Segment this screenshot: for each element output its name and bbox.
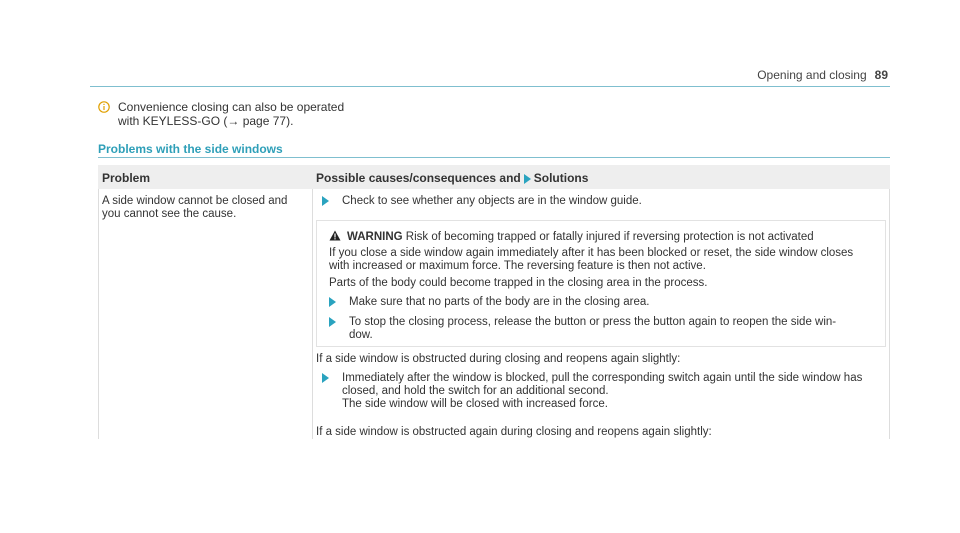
warning-p1-line-1: If you close a side window again immediately after it has been blocked or reset, the side window closes xyxy=(329,247,854,259)
info-note xyxy=(98,100,344,128)
immediate-step xyxy=(322,372,862,411)
warning-label: WARNING xyxy=(347,231,403,243)
problem-cell xyxy=(102,195,302,221)
info-line-2: with KEYLESS-GO (→ page 77). xyxy=(118,114,294,128)
page-header xyxy=(757,68,888,82)
problem-line-1: A side window cannot be closed and xyxy=(102,195,288,207)
table-header xyxy=(98,165,890,189)
header-divider xyxy=(90,86,890,87)
warning-step-2 xyxy=(329,316,836,342)
immediate-line-1: Immediately after the window is blocked, pull the corresponding switch again until the side window has xyxy=(342,372,863,384)
section-divider xyxy=(98,157,890,158)
warning-step-1-text: Make sure that no parts of the body are in the closing area. xyxy=(349,296,650,308)
check-text: Check to see whether any objects are in the window guide. xyxy=(342,195,642,207)
obstructed-text-2: If a side window is obstructed again during closing and reopens again slightly: xyxy=(316,426,712,438)
warning-p2: Parts of the body could become trapped in the closing area in the process. xyxy=(329,277,708,289)
warning-step-1 xyxy=(329,296,649,309)
info-icon xyxy=(98,101,110,113)
problem-line-2: you cannot see the cause. xyxy=(102,208,237,220)
arrow-right-icon xyxy=(524,174,531,184)
section-title: Problems with the side windows xyxy=(98,142,283,156)
warning-text: Risk of becoming trapped or fatally injured if reversing protection is not activated xyxy=(405,231,814,243)
table-border-left xyxy=(98,189,99,439)
header-title: Opening and closing xyxy=(757,68,867,82)
column-header-solutions xyxy=(316,171,588,185)
step-arrow-icon xyxy=(322,373,329,383)
column-header-problem: Problem xyxy=(102,171,151,185)
warning-triangle-icon xyxy=(329,230,341,241)
page-number: 89 xyxy=(874,68,888,82)
column-header-solutions-label: Solutions xyxy=(533,171,589,185)
obstructed-text-1: If a side window is obstructed during closing and reopens again slightly: xyxy=(316,353,681,365)
column-header-causes: Possible causes/consequences and xyxy=(316,171,521,185)
check-step xyxy=(322,195,642,208)
table-border-right xyxy=(889,189,890,439)
warning-step-2-line-2: dow. xyxy=(349,329,373,341)
table-column-divider xyxy=(312,189,313,439)
step-arrow-icon xyxy=(329,317,336,327)
immediate-line-2: closed, and hold the switch for an additional second. xyxy=(342,385,609,397)
step-arrow-icon xyxy=(329,297,336,307)
warning-heading xyxy=(329,230,814,244)
warning-p1-line-2: with increased or maximum force. The reversing feature is then not active. xyxy=(329,260,706,272)
info-line-1: Convenience closing can also be operated xyxy=(118,100,345,114)
step-arrow-icon xyxy=(322,196,329,206)
immediate-line-3: The side window will be closed with increased force. xyxy=(342,398,608,410)
warning-step-2-line-1: To stop the closing process, release the button or press the button again to reopen the side win- xyxy=(349,316,837,328)
